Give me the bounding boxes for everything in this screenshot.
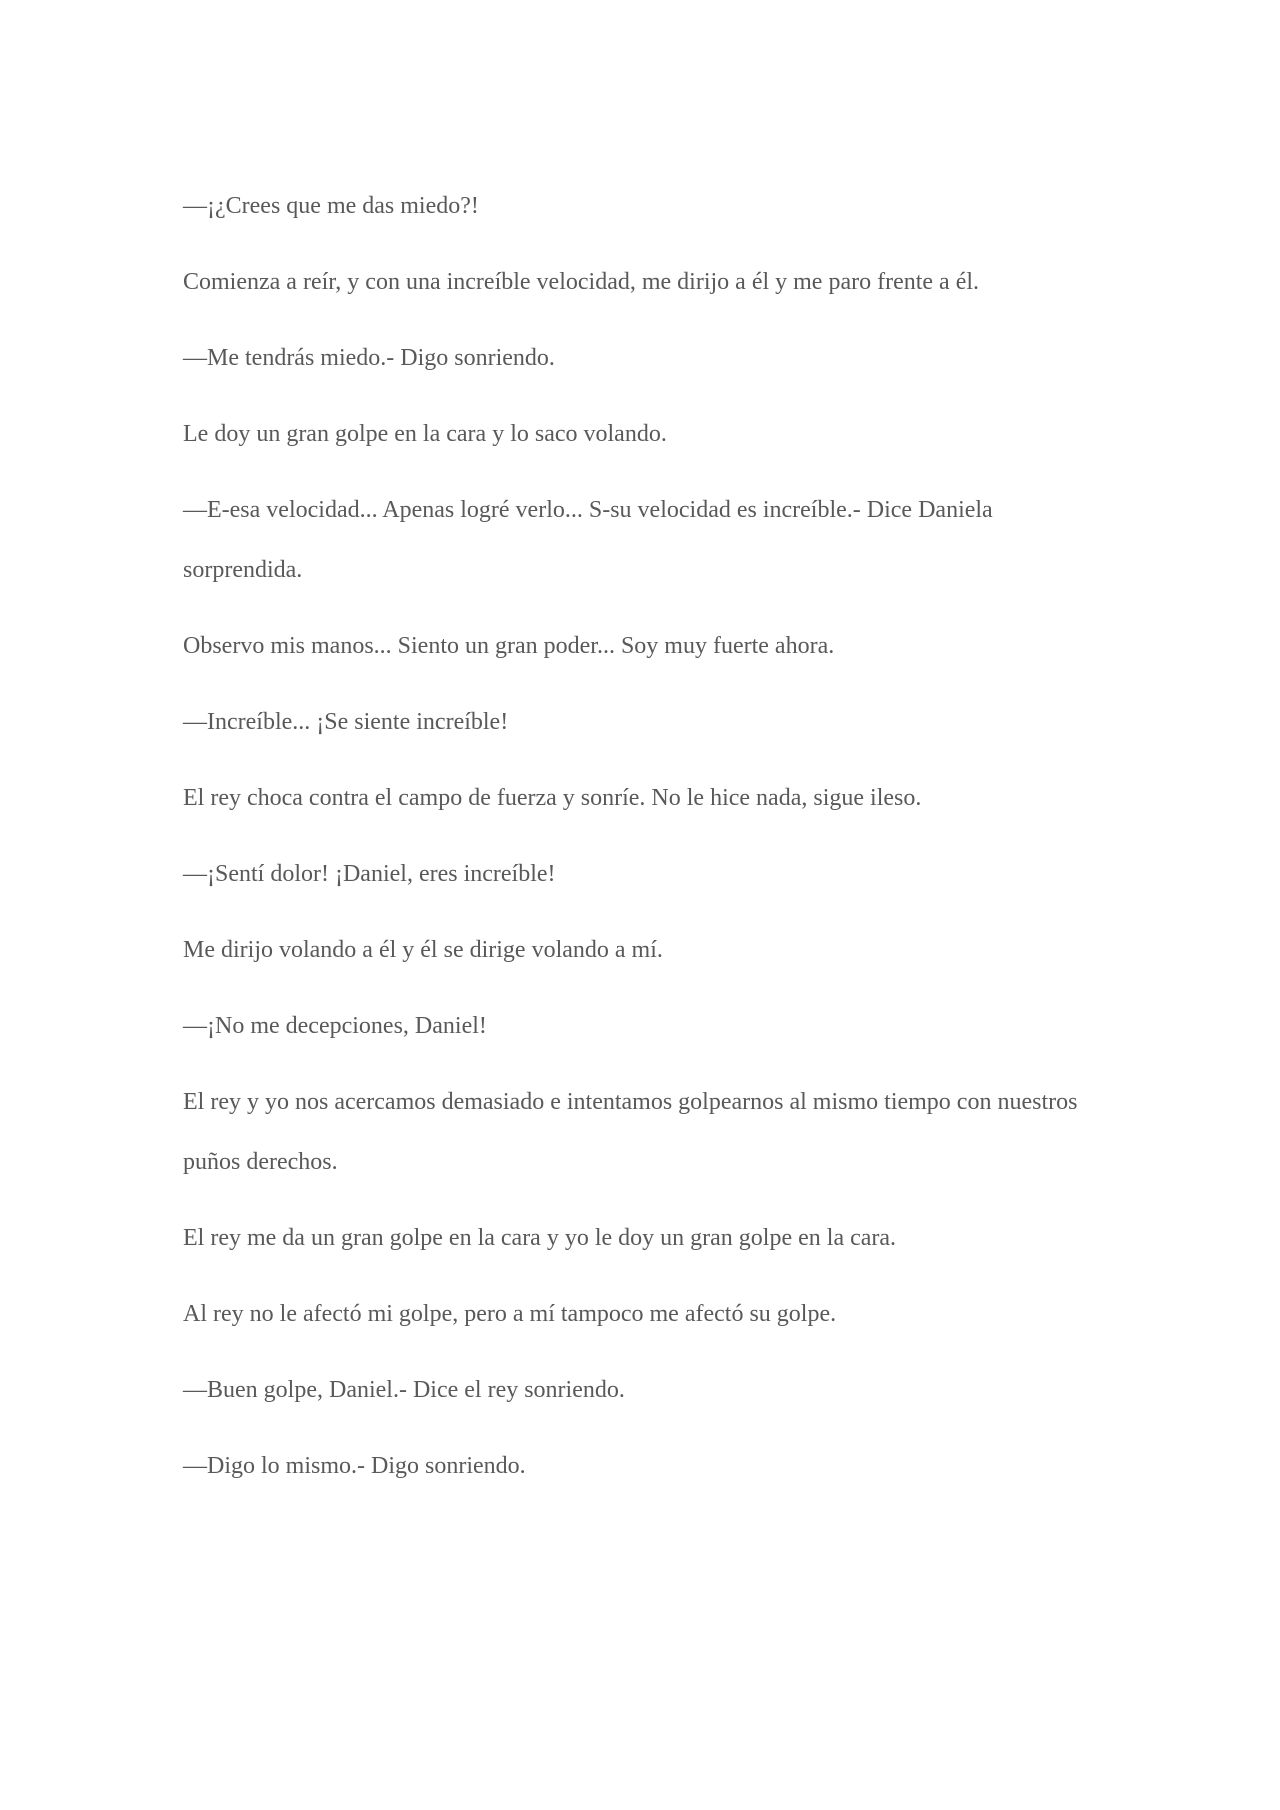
paragraph: —¡No me decepciones, Daniel! bbox=[183, 1013, 487, 1039]
paragraph: El rey me da un gran golpe en la cara y yo le doy un gran golpe en la cara. bbox=[183, 1225, 897, 1251]
document-body bbox=[183, 176, 1083, 1512]
paragraph: Me dirijo volando a él y él se dirige volando a mí. bbox=[183, 937, 663, 963]
paragraph: —E-esa velocidad... Apenas logré verlo... S-su velocidad es increíble.- Dice Daniela sorprendida. bbox=[183, 497, 993, 583]
paragraph: Le doy un gran golpe en la cara y lo saco volando. bbox=[183, 421, 667, 447]
paragraph: Comienza a reír, y con una increíble velocidad, me dirijo a él y me paro frente a él. bbox=[183, 269, 980, 295]
paragraph: Observo mis manos... Siento un gran poder... Soy muy fuerte ahora. bbox=[183, 633, 835, 659]
paragraph: El rey choca contra el campo de fuerza y sonríe. No le hice nada, sigue ileso. bbox=[183, 785, 922, 811]
paragraph: —Me tendrás miedo.- Digo sonriendo. bbox=[183, 345, 555, 371]
paragraph: —Digo lo mismo.- Digo sonriendo. bbox=[183, 1453, 526, 1479]
paragraph: —¡¿Crees que me das miedo?! bbox=[183, 193, 479, 219]
paragraph: El rey y yo nos acercamos demasiado e intentamos golpearnos al mismo tiempo con nuestros puños derechos. bbox=[183, 1089, 1078, 1175]
paragraph: Al rey no le afectó mi golpe, pero a mí tampoco me afectó su golpe. bbox=[183, 1301, 837, 1327]
paragraph: —¡Sentí dolor! ¡Daniel, eres increíble! bbox=[183, 861, 556, 887]
paragraph: —Buen golpe, Daniel.- Dice el rey sonriendo. bbox=[183, 1377, 625, 1403]
paragraph: —Increíble... ¡Se siente increíble! bbox=[183, 709, 509, 735]
